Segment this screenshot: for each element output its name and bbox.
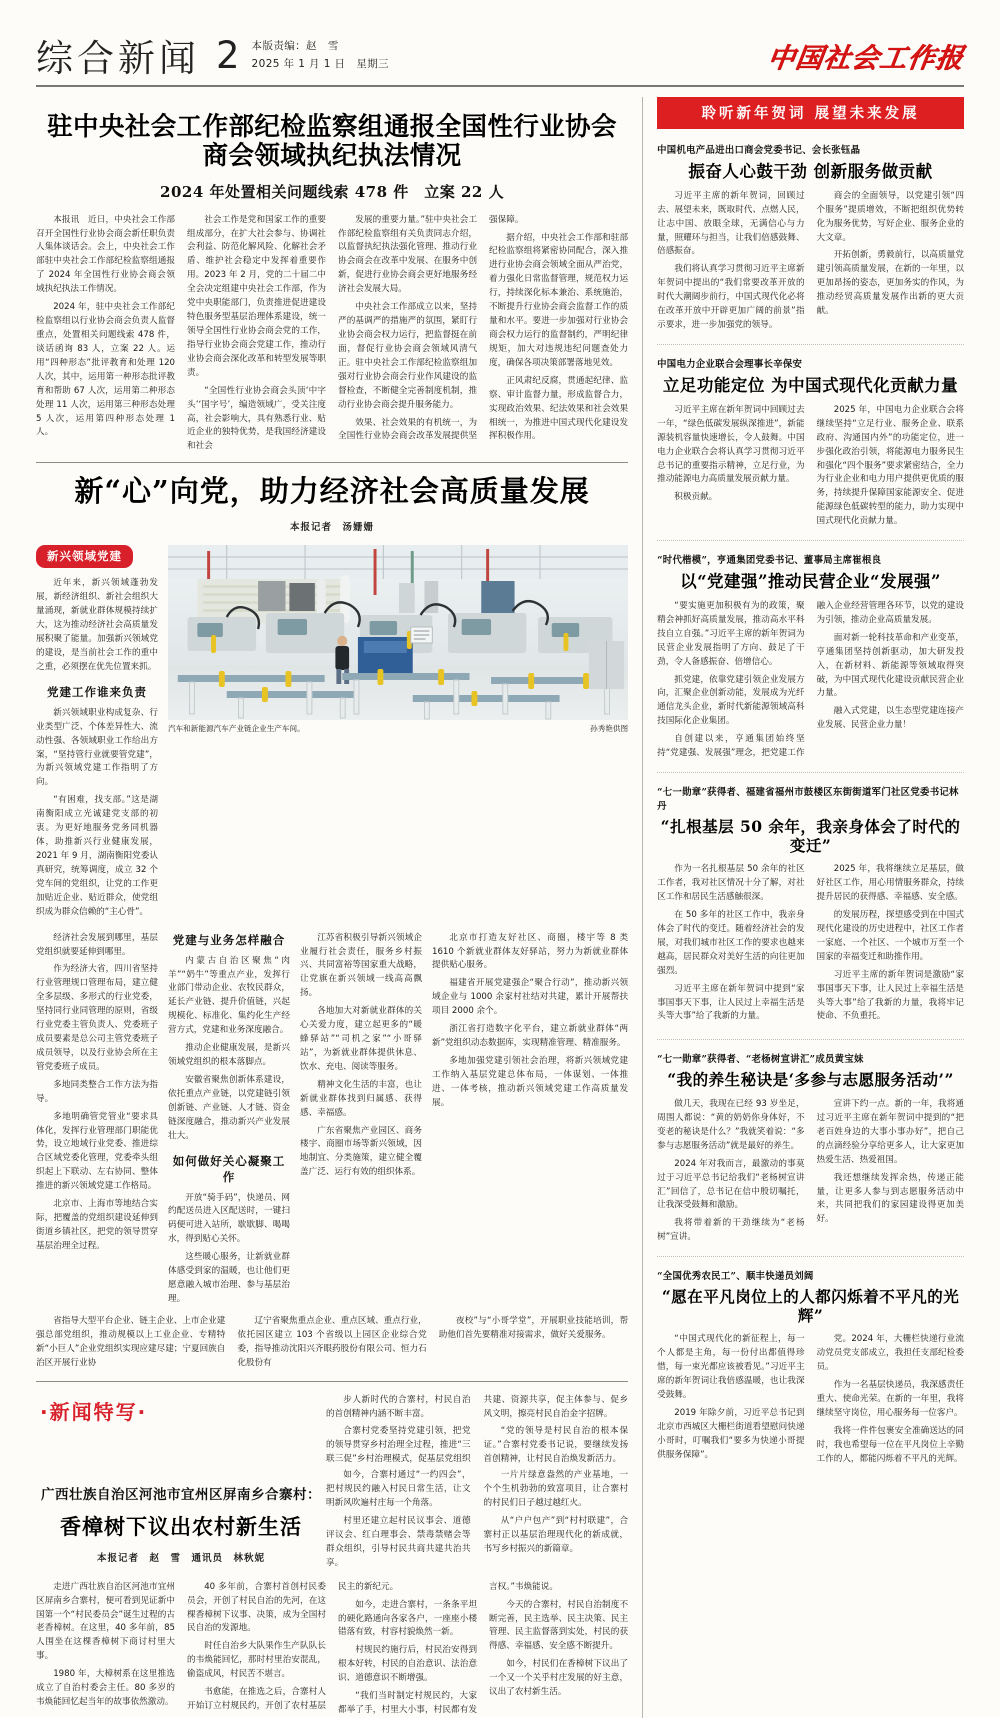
right-item-paragraph: 习近平主席的新年贺词是激励“家事国事天下事，让人民过上幸福生活是头等大事”给了我新的力量，我将牢记使命、不负重托。 — [816, 969, 964, 1022]
right-item-paragraph: 融入式党建，以生态型党建连接产业发展、民营企业力量！ — [816, 706, 964, 731]
page-number: 2 — [216, 34, 240, 77]
feature-paragraph: 江苏省积极引导新兴领域企业履行社会责任，服务乡村振兴、共同富裕等国家重大战略，让党旗在新兴领域一线高高飘扬。 — [300, 932, 422, 999]
right-item-headline: 以“党建强”推动民营企业“发展强” — [680, 572, 942, 592]
feature-paragraph: 多地同类整合工作方法为指导。 — [36, 1079, 158, 1104]
right-item-paragraph: 我们将认真学习贯彻习近平主席新年贺词中提出的“我们常要改革开放的时代大潮阔步前行，中国式现代化必将在改革开放中开辟更加广阔的前景”指示要求，进一步加强党的领导。 — [657, 264, 805, 331]
lead-paragraph: 本报讯 近日，中央社会工作部召开全国性行业协会商会新任职负责人集体谈话会。会上，中央社会工作部驻中央社会工作部纪检监察组通报了 2024 年全国性行业协会商会领域执纪执法工作情况。 — [36, 214, 176, 295]
right-item — [657, 552, 964, 761]
right-item-paragraph: 做几天，我现在已经 93 岁坐足，周围人都说：“黄的奶奶你身体好，不变老的秘诀是什么？”我就笑着说：“多参与志愿服务活动”就是最好的养生。 — [657, 1098, 805, 1151]
right-item-paragraph: 积极贡献。 — [674, 492, 718, 503]
lead-paragraph: 2024 年，驻中央社会工作部纪检监察组以行业协会商会负责人监督重点，处置相关问题线索 478 件，谈话函询 83 人，立案 22 人。运用“四种形态”批评教育和处理 120 人次，其中，运用第一种形态批评教育和帮助 67 人次，运用第二种形态处理 11 人次，运用第三种形态处理 5 人次，运用第四种形态处理 1 人。 — [36, 302, 176, 438]
masthead-meta — [252, 38, 389, 77]
feature-photo-block — [168, 545, 628, 923]
bottom-feature-paragraph: 如今，村民们在香樟树下议出了一个又一个关乎村庄发展的好主意，议出了农村新生活。 — [489, 1659, 629, 1698]
right-item-kicker: “七一勋章”获得者、福建省福州市鼓楼区东街街道军门社区党委书记林丹 — [657, 787, 959, 813]
bottom-feature-kicker: 广西壮族自治区河池市宜州区屏南乡合寨村： — [41, 1487, 321, 1504]
right-item-divider — [657, 540, 964, 541]
feature-paragraph: 多地加强党建引领社会治理，将新兴领域党建工作纳入基层党建总体布局，一体谋划、一体推进、一体考核，推动新兴领域党建工作高质量发展。 — [432, 1055, 629, 1108]
right-item-paragraph: “要实施更加积极有为的政策，聚精会神抓好高质量发展，推动高水平科技自立自强。”习近平主席的新年贺词为民营企业发展指明了方向、鼓足了干劲，令人备感振奋、倍增信心。 — [657, 600, 805, 667]
right-item-divider — [657, 1039, 964, 1040]
right-item-paragraph: 2025 年，我将继续立足基层，做好社区工作，用心用情服务群众，持续提升居民的获得感、幸福感、安全感。 — [816, 864, 964, 903]
bottom-feature-byline: 本报记者 赵 雪 通讯员 林秋妮 — [96, 1553, 265, 1565]
bottom-feature-paragraph: 步人新时代的合寨村，村民自治的首创精神内涵不断丰富。 — [326, 1394, 471, 1419]
right-item-paragraph: 抓党建，依靠党建引领企业发展方向，汇聚企业创新动能，发展成为光纤通信龙头企业，新时代新能源领域高科技国际化企业集团。 — [657, 674, 805, 727]
right-item-paragraph: 2025 年，中国电力企业联合会将继续坚持“立足行业、服务企业、联系政府、沟通国内外”的功能定位，进一步强化政治引领，将能源电力服务民生和强化“四个服务”要求紧密结合，全力为行业企业和电力用户提供更优质的服务，持续提升保障国家能源安全、促进能源绿色低碳转型的能力，助力实现中国式现代化贡献力量。 — [816, 404, 964, 527]
right-item-paragraph: 商会的全面领导，以党建引领“四个服务”提质增效，不断把组织优势转化为服务优势，写好企业、服务企业的大文章。 — [816, 190, 964, 243]
right-item-kicker: 中国电力企业联合会理事长辛保安 — [657, 359, 803, 371]
right-item — [657, 356, 964, 529]
photo-credit: 孙秀艳供图 — [590, 724, 629, 734]
feature-col-2 — [168, 932, 300, 1311]
right-item-paragraph: “中国式现代化的新征程上，每一个人都是主角，每一份付出都值得珍惜，每一束光都应该被看见。”习近平主席的新年贺词让我倍感温暖，也让我深受鼓舞。 — [657, 1334, 805, 1401]
feature-columns — [36, 932, 628, 1311]
right-column — [657, 97, 964, 1718]
right-item-paragraph: 在 50 多年的社区工作中，我亲身体会了时代的变迁。随着经济社会的发展，对我们城市社区工作的要求也越来越高，居民群众对美好生活的向往更加强烈。 — [657, 910, 805, 976]
bottom-feature-paragraph: 1980 年，大樟树系在这里推选成立了自治村委会主任。80 多岁的韦焕能回忆起当年的故事依然激动。 — [36, 1669, 176, 1708]
feature-col-3 — [300, 932, 432, 1311]
feature-paragraph: 这些暖心服务，让新就业群体感受到家的温暖，也让他们更愿意融入城市治理、参与基层治理。 — [168, 1252, 290, 1305]
page-body — [36, 97, 964, 1718]
feature-paragraph: 精神文化生活的丰富，也让新就业群体找到归属感、获得感、幸福感。 — [300, 1079, 422, 1118]
masthead-rule — [36, 85, 964, 87]
feature-paragraph: 开放“骑手码”，快递员、网约配送员进入区配送时，一键扫码便可进入站所，歇歇脚、喝喝水，得到贴心关怀。 — [168, 1192, 290, 1245]
paper-logo: 中国社会工作报 — [765, 43, 966, 74]
feature-paragraph: 广东省聚焦产业园区、商务楼宇、商圈市场等新兴领域，因地制宜、分类施策，建立健全覆盖广泛、运行有效的组织体系。 — [300, 1125, 422, 1178]
bottom-feature-title-row — [36, 1469, 628, 1570]
feature-paragraph: 作为经济大省，四川省坚持行业管理规口管理布局，建立健全多层级、多形式的行业党委，坚持同行业同管理的原则，省级行业党委主管负责人、党委班子成员要素是总公司主管党委班子成员领导，以及行业协会所在主管党委班子成员。 — [36, 964, 158, 1072]
bottom-feature-paragraph: 村里还建立起村民议事会、道德评议会、红白理事会、禁毒禁赌会等群众组织，引导村民共商共建共治共享。 — [326, 1516, 471, 1568]
right-item-headline: “我的养生秘诀是‘多参与志愿服务活动’” — [667, 1070, 954, 1090]
bottom-feature-paragraph: 40 多年前，合寨村首创村民委员会，开创了村民自治的先河，在这棵香樟树下议事、决策，成为全国村民自治的发源地。 — [187, 1581, 327, 1634]
bottom-feature-paragraph: 走进广西壮族自治区河池市宜州区屏南乡合寨村，便可看到见证新中国第一个“村民委员会”诞生过程的古老香樟树。在这里，40 多年前，85 人围坐在这棵香樟树下商讨村里大事。 — [36, 1581, 176, 1662]
right-item-paragraph: 习近平主席在新年贺词中提到“家事国事天下事，让人民过上幸福生活是头等大事”给了我新的力量。 — [657, 983, 805, 1022]
bottom-feature-paragraph: 书愈能，在推选之后，合寨村人开始订立村规民约，开创了农村基层民主的新纪元。 — [187, 1581, 399, 1712]
masthead-left — [36, 34, 390, 80]
right-item-body — [657, 190, 964, 333]
feature-paragraph: 内蒙古自治区聚焦“肉羊”“奶牛”等重点产业，发挥行业部门带动企业、农牧民群众，延长产业链、提升价值链，兴起规模化、标准化、集约化生产经营方式，党建和业务深度融合。 — [168, 955, 290, 1036]
feature-subhead-1: 党建工作谁来负责 — [47, 684, 147, 699]
feature-headline: 新“心”向党，助力经济社会高质量发展 — [74, 474, 590, 509]
right-item — [657, 1051, 964, 1245]
right-item-headline: “扎根基层 50 余年，我亲身体会了时代的变迁” — [660, 817, 961, 855]
masthead — [36, 0, 966, 80]
bottom-feature-story — [36, 1382, 628, 1718]
feature-paragraph: 北京市、上海市等地结合实际，把覆盖的党组织建设延伸到街道乡镇社区，把党的领导贯穿基层治理全过程。 — [36, 1199, 158, 1251]
right-item-divider — [657, 772, 964, 773]
right-item-paragraph: 宣讲下约一点。新的一年，我将通过习近平主席在新年贺词中提到的“把老百姓身边的大事小事办好”，把自己的点滴经验分享给更多人，让大家更加热爱生活、热爱祖国。 — [816, 1098, 964, 1165]
lead-paragraph: 据介绍，中央社会工作部和驻部纪检监察组将紧密协同配合，深入推进行业协会商会领域全面从严治党，着力强化日常监督管理，规范权力运行，持续深化标本兼治、系统施治，不断提升行业协会商会监督工作的质量和水平。要进一步加强对行业协会商会权力运行的监督制约，严明纪律规矩，加大对违规违纪问题查处力度，确保各项决策部署落地见效。 — [489, 232, 629, 368]
feature-paragraph: 北京市打造友好社区、商圈，楼宇等 8 类 1610 个新就业群体友好驿站，努力为新就业群体提供贴心服务。 — [432, 932, 629, 971]
right-item — [657, 1268, 964, 1468]
right-item-paragraph: 面对新一轮科技革命和产业变革，亨通集团坚持创新驱动，加大研发投入，在新材料、新能源等领域取得突破，为中国式现代化建设贡献民营企业力量。 — [816, 632, 964, 699]
feature-top-row — [36, 545, 628, 923]
section-title: 综合新闻 — [36, 37, 200, 80]
lead-paragraph: “全国性行业协会商会头顶‘中字头’‘国字号’，编造领域广，受关注度高，社会影响大，具有熟悉行业、贴近企业的独特优势，是我国经济建设和社会 — [187, 385, 327, 452]
bottom-feature-body — [36, 1581, 628, 1718]
lead-paragraph: 发展的重要力量。”驻中央社会工作部纪检监察组有关负责同志介绍，以监督执纪执法强化管理、推动行业协会商会在改革中发展、在服务中创新，促进行业协会商会更好地服务经济社会发展大局。 — [338, 214, 478, 295]
factory-photo — [168, 545, 628, 720]
right-item-paragraph: 作为一名扎根基层 50 余年的社区工作者，我对社区情况十分了解，对社区工作和居民生活感触很深。 — [657, 864, 805, 903]
bottom-feature-headline: 香樟树下议出农村新生活 — [60, 1514, 302, 1540]
bottom-feature-paragraph: “我们当时制定村规民约，大家都举了手，村里大小事，村民都有发言权。”韦焕能说。 — [338, 1581, 558, 1716]
section-badge: 新兴领域党建 — [36, 545, 133, 568]
right-item-paragraph: 习近平主席的新年贺词，回顾过去、展望未来，既取时代、点燃人民，让志中国、放眼全球，无满信心与力量，照耀环与担当，让我们倍感鼓舞、倍感振奋。 — [657, 190, 805, 257]
bottom-feature-paragraph: 时任自治乡大队果作生产队队长的韦焕能回忆，那时村里治安混乱，偷盗成风，村民苦不堪言。 — [187, 1641, 327, 1680]
right-item-paragraph: 作为一名基层快递员，我深感责任重大、使命光荣。在新的一年里，我将继续坚守岗位，用心服务每一位客户。 — [816, 1380, 964, 1418]
feature-intro-col — [36, 545, 168, 923]
right-item-paragraph: 党。2024 年，大栅栏快递行业流动党员党支部成立，我担任支部纪检委员。 — [816, 1334, 964, 1373]
feature-paragraph: 夜校”与“小哥学堂”，开展职业技能培训，帮助他们首先要精准对接需求，做好关爱服务。 — [438, 1315, 629, 1340]
feature-paragraph: 省指导大型平台企业、链主企业、上市企业建强总部党组织，推动规模以上工业企业、专精特新“小巨人”企业党组织实现应建尽建；宁夏回族自治区开展行业协 — [36, 1315, 226, 1368]
right-item-body — [657, 1098, 964, 1245]
feature-paragraph: 推动企业健康发展，是新兴领域党组织的根本落脚点。 — [168, 1043, 290, 1068]
bottom-feature-paragraph: 如今，走进合寨村，一条条平坦的硬化路通向各家各户，一座座小楼错落有致，村容村貌焕然一新。 — [338, 1599, 478, 1638]
feature-subhead-2: 党建与业务怎样融合 — [172, 932, 286, 947]
right-item-paragraph: 的发展历程，探望感受到在中国式现代化建设的历史进程中，社区工作者一家庭、一个社区、一个城市万至一个国家的幸福变迁和助推作用。 — [816, 910, 964, 962]
right-item-paragraph: 习近平主席在新年贺词中回顾过去一年，“绿色低碳发展纵深推进”，新能源装机容量快速增长，令人鼓舞。中国电力企业联合会将认真学习贯彻习近平总书记的重要指示精神，立足行业，为推动能源电力高质量发展贡献力量。 — [657, 404, 805, 485]
lead-paragraph: 正风肃纪反腐，贯通起纪律、监察、审计监督力量，形成监督合力，实现政治效果、纪法效果和社会效果相统一，为推进中国式现代化建设发挥积极作用。 — [489, 375, 629, 442]
right-item-paragraph: 我将带着新的干劲继续为“老杨树”宣讲。 — [657, 1218, 805, 1243]
feature-paragraph: 辽宁省聚焦重点企业、重点区域、重点行业，依托园区建立 103 个省级以上园区企业综合党委，指导推动沈阳兴齐眼药股份有限公司、恒力石化股份有 — [237, 1315, 427, 1368]
bottom-feature-side-text-2 — [326, 1469, 628, 1570]
lead-subheadline: 2024 年处置相关问题线索 478 件 立案 22 人 — [160, 182, 505, 201]
right-item-kicker: “全国优秀农民工”、顺丰快递员刘阔 — [657, 1271, 814, 1283]
news-feature-tag: ·新闻特写· — [40, 1399, 148, 1424]
right-item-paragraph: 2019 年除夕前，习近平总书记到北京市西城区大栅栏街道看望慰问快递小哥时，叮嘱我们“要多为快递小哥提供服务保障”。 — [657, 1407, 805, 1460]
bottom-feature-tag-wrap — [36, 1382, 326, 1425]
bottom-feature-paragraph: 村规民约施行后，村民治安得到根本好转，村民的自治意识、法治意识、道德意识不断增强。 — [338, 1645, 478, 1684]
right-item-headline: 立足功能定位 为中国式现代化贡献力量 — [662, 376, 959, 396]
feature-paragraph: 安徽省聚焦创新体系建设，依托重点产业链，以党建链引领创新链、产业链、人才链、资金链深度融合，推动新兴产业发展壮大。 — [168, 1074, 290, 1141]
date-line: 2025 年 1 月 1 日 星期三 — [251, 57, 390, 70]
bottom-feature-head-row — [36, 1382, 628, 1470]
right-item-kicker: “时代楷模”，亨通集团党委书记、董事局主席崔根良 — [657, 555, 882, 567]
bottom-feature-paragraph: 一片片绿意盎然的产业基地，一个个生机勃勃的致富项目，让合寨村的村民们日子越过越红火。 — [483, 1470, 629, 1509]
right-item — [657, 142, 964, 333]
feature-paragraph: 浙江省打造数字化平台，建立新就业群体“两新”党组织动态数据库，实现精准管理、精准服务。 — [432, 1024, 629, 1049]
right-item-body — [657, 1333, 964, 1468]
feature-paragraph: 多地明确管党管业“要求具体化，发挥行业管理部门职能优势，设立地域行业党委、推进综合区域党委化管理，党委牵头组织起上下联动、左右协同、整体推进的新兴领域党建工作格局。 — [36, 1111, 158, 1192]
photo-caption: 汽车和新能源汽车产业链企业生产车间。 — [168, 724, 305, 734]
right-item-divider — [657, 1256, 964, 1257]
lead-divider — [36, 462, 628, 463]
feature-intro-paragraph: 近年来，新兴领域蓬勃发展，新经济组织、新社会组织大量涌现，新就业群体规模持续扩大，这为推动经济社会高质量发展积聚了能量。加强新兴领域党的建设，是当前社会工作的重中之重，必须摆在优先位置来抓。 — [36, 578, 158, 672]
lead-body — [36, 214, 628, 455]
lead-paragraph: 中央社会工作部成立以来，坚持严的基调严的措施严的氛围，紧盯行业协会商会权力运行，把监督挺在前面，督促行业协会商会领域风清气正。驻中央社会工作部纪检监察组加强对行业协会商会行业作风建设的监督检查，不断健全完善制度机制，推动行业协会商会提升服务能力。 — [338, 302, 478, 410]
feature-paragraph: 各地加大对新就业群体的关心关爱力度，建立起更多的“暖蜂驿站”“司机之家”“小哥驿站”，为新就业群体提供休息、饮水、充电、阅读等服务。 — [300, 1006, 422, 1072]
bottom-feature-paragraph: 如今，合寨村通过“一约四会”，把村规民约融入村民日常生活，让文明新风吹遍村庄每一个角落。 — [326, 1470, 471, 1509]
feature-paragraph: 福建省开展党建强企“聚合行动”，推动新兴领域企业与 1000 余家村社结对共建，累计开展帮扶项目 2000 余个。 — [432, 978, 629, 1017]
right-item-kicker: “七一勋章”获得者、“老杨树宣讲汇”成员黄宝妹 — [657, 1054, 864, 1066]
right-item-divider — [657, 344, 964, 345]
right-item-paragraph: 我还想继续发挥余热，传递正能量，让更多人参与到志愿服务活动中来，共同把我们的家园建设得更加美好。 — [816, 1172, 964, 1225]
new-year-banner: 聆听新年贺词 展望未来发展 — [657, 97, 964, 129]
column-separator — [642, 97, 643, 1718]
right-item-kicker: 中国机电产品进出口商会党委书记、会长张钰晶 — [657, 145, 861, 156]
feature-story — [36, 469, 628, 1370]
feature-subhead-3: 如何做好关心凝聚工作 — [172, 1153, 286, 1184]
right-item-paragraph: 2024 年对我而言，最激动的事莫过于习近平总书记给我们“老杨树宣讲汇”回信了，总书记在信中殷切嘱托，让我深受鼓舞和激励。 — [657, 1158, 805, 1211]
right-item-paragraph: 我将一件件包裹安全准确送达的同时，我也希望每一位在平凡岗位上辛勤工作的人，都能闪烁着不平凡的光辉。 — [816, 1425, 964, 1464]
lead-story — [36, 113, 628, 454]
right-item-paragraph: 开拓创新，勇毅前行，以高质量党建引领高质量发展，在新的一年里，以更加昂扬的姿态，更加务实的作风，为推动经贸高质量发展作出新的更大贡献。 — [816, 250, 964, 317]
feature-bottom-cols — [36, 1315, 628, 1371]
bottom-feature-side-text — [326, 1382, 628, 1470]
lead-paragraph: 社会工作是党和国家工作的重要组成部分，在扩大社会参与、协调社会利益、防范化解风险、化解社会矛盾、维护社会稳定中发挥着重要作用。2023 年 2 月，党的二十届二中全会决定组建中央社会工作部，作为党中央职能部门，负责推进促进建设特色服务型基层治理体系建设，统一领导全国性行业协会商会党的工作，指导行业协会商会党建工作，推动行业协会商会深化改革和转型发展等职责。 — [187, 214, 327, 378]
right-item-body — [657, 404, 964, 529]
masthead-right — [765, 36, 966, 77]
right-item-body — [657, 863, 964, 1028]
bottom-feature-paragraph: 合寨村党委坚持党建引领，把党的领导贯穿乡村治理全过程，推进“三联三促”乡村治理模式，促基层党组织共建、资源共享，促主体参与、促乡风文明，擦亮村民自治金字招牌。 — [326, 1394, 629, 1465]
feature-paragraph: 经济社会发展到哪里，基层党组织就要延伸到哪里。 — [36, 932, 158, 957]
feature-col-4 — [432, 932, 628, 1311]
right-item — [657, 784, 964, 1028]
right-item-headline: 振奋人心鼓干劲 创新服务做贡献 — [688, 162, 933, 181]
bottom-feature-paragraph: 今天的合寨村，村民自治制度不断完善，民主选举、民主决策、民主管理、民主监督落到实处，村民的获得感、幸福感、安全感不断提升。 — [489, 1599, 629, 1652]
right-item-body — [657, 600, 964, 761]
editor-line: 本版责编：赵 雪 — [251, 40, 339, 53]
feature-col-1 — [36, 932, 168, 1311]
lead-paragraph: 效果、社会效果的有机统一，为全国性行业协会商会改革发展提供坚强保障。 — [338, 214, 524, 442]
feature-byline: 本报记者 汤姗姗 — [290, 522, 375, 534]
lead-headline: 驻中央社会工作部纪检监察组通报全国性行业协会商会领域执纪执法情况 — [47, 112, 617, 172]
right-item-headline: “愿在平凡岗位上的人都闪烁着不平凡的光辉” — [661, 1287, 960, 1325]
photo-caption-row — [168, 723, 628, 734]
bottom-feature-paragraph: “党的领导是村民自治的根本保证。”合寨村党委书记说，要继续发扬首创精神，让村民自治焕发新活力。 — [483, 1426, 629, 1465]
right-item-paragraph: 自创建以来，亨通集团始终坚持“党建强、发展强”理念，把党建工作融入企业经营管理各环节，以党的建设为引领，推动企业高质量发展。 — [657, 600, 964, 759]
bottom-feature-paragraph: 从“户户包产”到“村村联建”，合寨村正以基层治理现代化的新成就，书写乡村振兴的新篇章。 — [483, 1516, 629, 1554]
bottom-feature-titles — [36, 1469, 326, 1570]
left-column — [36, 97, 628, 1718]
feature-paragraph: 新兴领域职业构成复杂、行业类型广泛、个体差异性大、流动性强、各领域职业工作给出方案，“坚持管行业就要管党建”，为新兴领域党建工作指明了方向。 — [36, 707, 158, 788]
feature-paragraph: “有困难，找支部。”这是湖南衡阳成立光诚建党支部的初衷。为更好地服务党务同机器体，助推新兴行业健康发展，2021 年 9 月，湖南衡阳党委认真研究，统筹调度，成立 32 个党车间的党组织，让党的工作更加贴近企业、贴近群众，使党组织成为群众信赖的“主心骨”。 — [36, 795, 158, 917]
